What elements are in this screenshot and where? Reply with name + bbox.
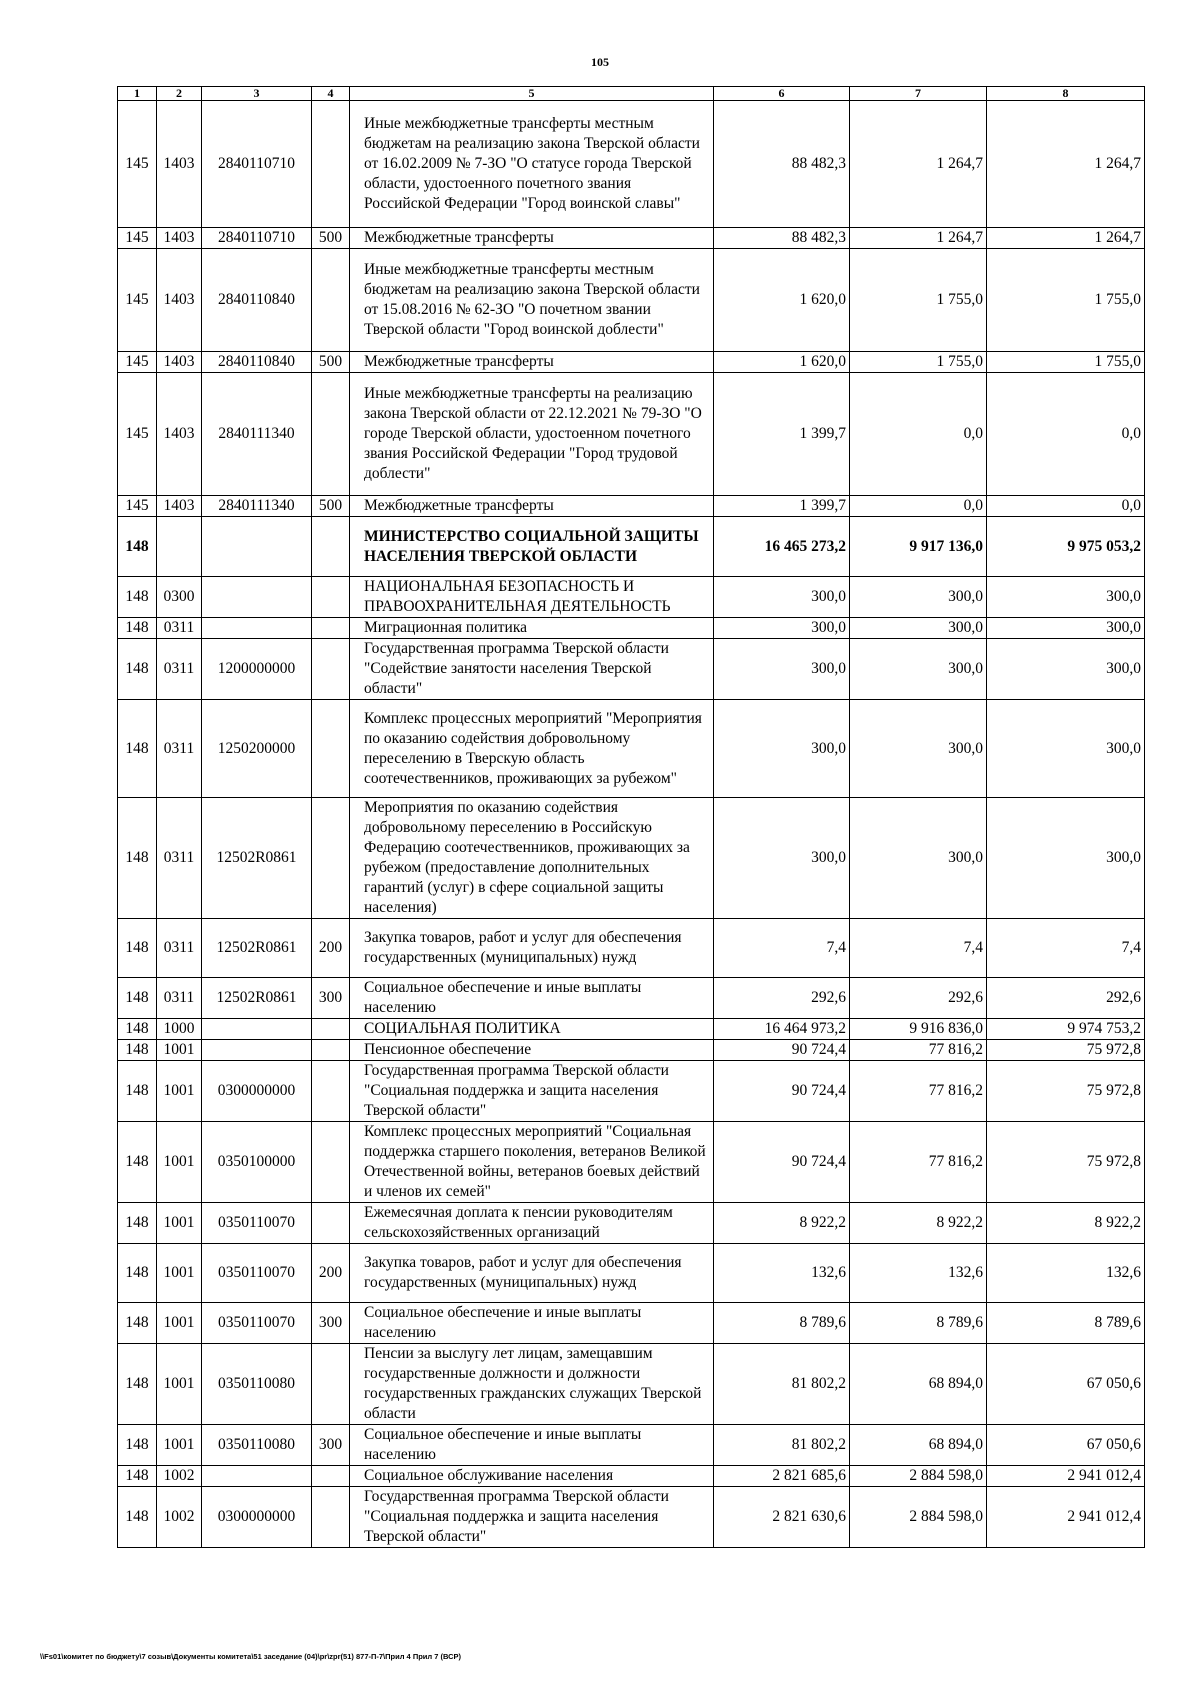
cell-amount-1: 300,0	[714, 798, 850, 919]
cell-section: 1000	[157, 1019, 202, 1040]
cell-expense-type: 300	[312, 978, 350, 1019]
cell-target: 0350110070	[202, 1244, 312, 1303]
cell-name: Иные межбюджетные трансферты местным бюджетам на реализацию закона Тверской области от 15.08.2016 № 62-ЗО "О почетном звании Тверской области "Город воинской доблести"	[350, 249, 714, 352]
cell-amount-2: 77 816,2	[850, 1040, 987, 1061]
cell-amount-2: 0,0	[850, 373, 987, 496]
table-row	[118, 1425, 1145, 1466]
cell-amount-1: 2 821 630,6	[714, 1487, 850, 1548]
cell-expense-type	[312, 1487, 350, 1548]
cell-target	[202, 1040, 312, 1061]
cell-target: 2840110840	[202, 352, 312, 373]
cell-amount-1: 292,6	[714, 978, 850, 1019]
column-header: 4	[312, 87, 350, 101]
cell-amount-2: 1 264,7	[850, 228, 987, 249]
cell-ministry: 148	[118, 1244, 157, 1303]
table-row	[118, 352, 1145, 373]
cell-amount-2: 77 816,2	[850, 1061, 987, 1122]
cell-amount-3: 292,6	[987, 978, 1145, 1019]
cell-target	[202, 618, 312, 639]
cell-ministry: 148	[118, 1344, 157, 1425]
table-row	[118, 373, 1145, 496]
table-row	[118, 618, 1145, 639]
cell-name: Пенсии за выслугу лет лицам, замещавшим государственные должности и должности государственных гражданских служащих Тверской области	[350, 1344, 714, 1425]
cell-amount-3: 132,6	[987, 1244, 1145, 1303]
cell-section: 1001	[157, 1040, 202, 1061]
cell-amount-1: 16 464 973,2	[714, 1019, 850, 1040]
cell-section: 1403	[157, 496, 202, 517]
cell-ministry: 148	[118, 1061, 157, 1122]
cell-amount-1: 90 724,4	[714, 1122, 850, 1203]
cell-target: 0300000000	[202, 1487, 312, 1548]
column-header: 6	[714, 87, 850, 101]
cell-amount-3: 75 972,8	[987, 1122, 1145, 1203]
cell-section: 1001	[157, 1244, 202, 1303]
cell-ministry: 148	[118, 618, 157, 639]
cell-target: 0350110080	[202, 1344, 312, 1425]
cell-expense-type	[312, 1466, 350, 1487]
cell-name: Социальное обеспечение и иные выплаты населению	[350, 978, 714, 1019]
cell-expense-type	[312, 101, 350, 228]
cell-amount-2: 9 916 836,0	[850, 1019, 987, 1040]
cell-amount-3: 2 941 012,4	[987, 1466, 1145, 1487]
cell-name: Социальное обеспечение и иные выплаты населению	[350, 1303, 714, 1344]
cell-amount-3: 300,0	[987, 798, 1145, 919]
cell-amount-1: 1 620,0	[714, 249, 850, 352]
table-row	[118, 517, 1145, 577]
cell-ministry: 148	[118, 919, 157, 978]
cell-amount-3: 75 972,8	[987, 1040, 1145, 1061]
cell-section: 0311	[157, 978, 202, 1019]
cell-expense-type	[312, 618, 350, 639]
cell-section: 0300	[157, 577, 202, 618]
table-row	[118, 700, 1145, 798]
cell-name: Государственная программа Тверской области "Содействие занятости населения Тверской области"	[350, 639, 714, 700]
cell-amount-3: 300,0	[987, 639, 1145, 700]
cell-amount-3: 8 789,6	[987, 1303, 1145, 1344]
cell-section: 1403	[157, 101, 202, 228]
cell-section: 1002	[157, 1466, 202, 1487]
cell-target	[202, 1019, 312, 1040]
cell-amount-3: 300,0	[987, 618, 1145, 639]
cell-amount-2: 8 922,2	[850, 1203, 987, 1244]
cell-ministry: 148	[118, 700, 157, 798]
cell-name: Мероприятия по оказанию содействия добровольному переселению в Российскую Федерацию соотечественников, проживающих за рубежом (предоставление дополнительных гарантий (услуг) в сфере социальной защиты населения)	[350, 798, 714, 919]
cell-section: 0311	[157, 618, 202, 639]
cell-amount-3: 8 922,2	[987, 1203, 1145, 1244]
table-row	[118, 249, 1145, 352]
cell-amount-2: 1 264,7	[850, 101, 987, 228]
table-row	[118, 1203, 1145, 1244]
cell-amount-2: 300,0	[850, 639, 987, 700]
cell-amount-1: 1 399,7	[714, 496, 850, 517]
cell-section: 1001	[157, 1425, 202, 1466]
cell-expense-type	[312, 517, 350, 577]
cell-ministry: 148	[118, 798, 157, 919]
column-header: 2	[157, 87, 202, 101]
table-row	[118, 1303, 1145, 1344]
cell-ministry: 148	[118, 1466, 157, 1487]
cell-expense-type	[312, 1203, 350, 1244]
cell-expense-type: 500	[312, 352, 350, 373]
cell-name: Межбюджетные трансферты	[350, 496, 714, 517]
cell-target: 0350110080	[202, 1425, 312, 1466]
column-header: 5	[350, 87, 714, 101]
cell-amount-2: 2 884 598,0	[850, 1487, 987, 1548]
cell-expense-type: 200	[312, 919, 350, 978]
cell-section: 1002	[157, 1487, 202, 1548]
cell-section: 1403	[157, 228, 202, 249]
cell-target: 0300000000	[202, 1061, 312, 1122]
cell-expense-type	[312, 1019, 350, 1040]
cell-expense-type	[312, 249, 350, 352]
cell-amount-3: 300,0	[987, 700, 1145, 798]
cell-amount-3: 300,0	[987, 577, 1145, 618]
cell-section: 1001	[157, 1344, 202, 1425]
cell-section: 0311	[157, 919, 202, 978]
cell-section: 1403	[157, 249, 202, 352]
cell-name: Государственная программа Тверской области "Социальная поддержка и защита населения Тверской области"	[350, 1487, 714, 1548]
cell-name: Социальное обслуживание населения	[350, 1466, 714, 1487]
cell-name: НАЦИОНАЛЬНАЯ БЕЗОПАСНОСТЬ И ПРАВООХРАНИТЕЛЬНАЯ ДЕЯТЕЛЬНОСТЬ	[350, 577, 714, 618]
cell-amount-1: 1 399,7	[714, 373, 850, 496]
cell-amount-1: 8 922,2	[714, 1203, 850, 1244]
column-header: 3	[202, 87, 312, 101]
cell-ministry: 145	[118, 496, 157, 517]
cell-amount-3: 7,4	[987, 919, 1145, 978]
cell-amount-1: 300,0	[714, 577, 850, 618]
cell-target: 2840110710	[202, 101, 312, 228]
table-row	[118, 639, 1145, 700]
cell-amount-2: 300,0	[850, 618, 987, 639]
cell-ministry: 148	[118, 1303, 157, 1344]
cell-name: Закупка товаров, работ и услуг для обеспечения государственных (муниципальных) нужд	[350, 919, 714, 978]
table-row	[118, 228, 1145, 249]
cell-amount-1: 300,0	[714, 700, 850, 798]
table-row	[118, 798, 1145, 919]
cell-expense-type	[312, 639, 350, 700]
cell-ministry: 148	[118, 978, 157, 1019]
cell-amount-1: 16 465 273,2	[714, 517, 850, 577]
cell-amount-1: 300,0	[714, 618, 850, 639]
cell-ministry: 148	[118, 577, 157, 618]
cell-section: 0311	[157, 700, 202, 798]
cell-name: Миграционная политика	[350, 618, 714, 639]
cell-amount-3: 1 264,7	[987, 228, 1145, 249]
cell-section: 1001	[157, 1203, 202, 1244]
cell-expense-type	[312, 1122, 350, 1203]
table-row	[118, 496, 1145, 517]
table-row	[118, 1487, 1145, 1548]
cell-name: Межбюджетные трансферты	[350, 352, 714, 373]
cell-name: Закупка товаров, работ и услуг для обеспечения государственных (муниципальных) нужд	[350, 1244, 714, 1303]
cell-amount-1: 81 802,2	[714, 1425, 850, 1466]
cell-section	[157, 517, 202, 577]
cell-amount-1: 132,6	[714, 1244, 850, 1303]
cell-target: 0350110070	[202, 1303, 312, 1344]
cell-ministry: 145	[118, 373, 157, 496]
page-number: 105	[591, 55, 609, 69]
cell-ministry: 145	[118, 101, 157, 228]
budget-table	[117, 86, 1145, 1548]
cell-section: 0311	[157, 639, 202, 700]
cell-amount-2: 68 894,0	[850, 1425, 987, 1466]
table-row	[118, 1061, 1145, 1122]
cell-expense-type	[312, 1040, 350, 1061]
cell-name: Межбюджетные трансферты	[350, 228, 714, 249]
cell-amount-3: 2 941 012,4	[987, 1487, 1145, 1548]
cell-target: 2840111340	[202, 496, 312, 517]
table-row	[118, 1040, 1145, 1061]
cell-target	[202, 517, 312, 577]
table-row	[118, 1344, 1145, 1425]
cell-name: СОЦИАЛЬНАЯ ПОЛИТИКА	[350, 1019, 714, 1040]
cell-amount-3: 0,0	[987, 373, 1145, 496]
cell-section: 1403	[157, 352, 202, 373]
cell-ministry: 148	[118, 1040, 157, 1061]
cell-ministry: 148	[118, 1425, 157, 1466]
cell-amount-3: 1 755,0	[987, 352, 1145, 373]
cell-amount-2: 300,0	[850, 700, 987, 798]
cell-amount-1: 81 802,2	[714, 1344, 850, 1425]
cell-ministry: 148	[118, 517, 157, 577]
cell-section: 1403	[157, 373, 202, 496]
cell-name: Комплекс процессных мероприятий "Социальная поддержка старшего поколения, ветеранов Великой Отечественной войны, ветеранов боевых действий и членов их семей"	[350, 1122, 714, 1203]
cell-ministry: 148	[118, 1122, 157, 1203]
file-path-footer: \\Fs01\комитет по бюджету\7 созыв\Документы комитета\51 заседание (04)\pr\zpr(51) 877-П-7\Прил 4 Прил 7 (ВСР)	[40, 1652, 462, 1661]
cell-amount-2: 132,6	[850, 1244, 987, 1303]
column-number-row	[118, 87, 1145, 101]
cell-expense-type: 500	[312, 228, 350, 249]
cell-amount-2: 292,6	[850, 978, 987, 1019]
cell-ministry: 148	[118, 1019, 157, 1040]
table-row	[118, 1466, 1145, 1487]
cell-name: Государственная программа Тверской области "Социальная поддержка и защита населения Тверской области"	[350, 1061, 714, 1122]
cell-expense-type: 200	[312, 1244, 350, 1303]
cell-target: 0350100000	[202, 1122, 312, 1203]
cell-target: 2840110840	[202, 249, 312, 352]
cell-expense-type	[312, 1344, 350, 1425]
column-header: 1	[118, 87, 157, 101]
cell-section: 1001	[157, 1303, 202, 1344]
table-row	[118, 1122, 1145, 1203]
column-header: 8	[987, 87, 1145, 101]
cell-amount-3: 75 972,8	[987, 1061, 1145, 1122]
cell-ministry: 145	[118, 249, 157, 352]
cell-ministry: 148	[118, 639, 157, 700]
cell-amount-3: 67 050,6	[987, 1425, 1145, 1466]
cell-amount-2: 1 755,0	[850, 352, 987, 373]
cell-target: 2840110710	[202, 228, 312, 249]
cell-section: 0311	[157, 798, 202, 919]
cell-amount-2: 9 917 136,0	[850, 517, 987, 577]
cell-target: 2840111340	[202, 373, 312, 496]
cell-ministry: 145	[118, 352, 157, 373]
table-row	[118, 1019, 1145, 1040]
cell-section: 1001	[157, 1122, 202, 1203]
table-row	[118, 101, 1145, 228]
column-header: 7	[850, 87, 987, 101]
cell-amount-1: 1 620,0	[714, 352, 850, 373]
cell-expense-type	[312, 1061, 350, 1122]
cell-amount-2: 300,0	[850, 798, 987, 919]
cell-target: 12502R0861	[202, 798, 312, 919]
cell-ministry: 148	[118, 1203, 157, 1244]
cell-amount-2: 300,0	[850, 577, 987, 618]
cell-expense-type: 300	[312, 1303, 350, 1344]
table-row	[118, 1244, 1145, 1303]
cell-target: 12502R0861	[202, 978, 312, 1019]
table-row	[118, 978, 1145, 1019]
cell-amount-2: 8 789,6	[850, 1303, 987, 1344]
cell-amount-2: 77 816,2	[850, 1122, 987, 1203]
cell-amount-1: 88 482,3	[714, 101, 850, 228]
cell-expense-type: 300	[312, 1425, 350, 1466]
cell-ministry: 145	[118, 228, 157, 249]
cell-amount-3: 9 975 053,2	[987, 517, 1145, 577]
cell-amount-3: 67 050,6	[987, 1344, 1145, 1425]
cell-amount-2: 1 755,0	[850, 249, 987, 352]
cell-amount-1: 7,4	[714, 919, 850, 978]
cell-target	[202, 577, 312, 618]
cell-expense-type: 500	[312, 496, 350, 517]
cell-name: Иные межбюджетные трансферты на реализацию закона Тверской области от 22.12.2021 № 79-ЗО "О городе Тверской области, удостоенном почетного звания Российской Федерации "Город трудовой доблести"	[350, 373, 714, 496]
cell-amount-2: 7,4	[850, 919, 987, 978]
cell-amount-1: 300,0	[714, 639, 850, 700]
cell-target: 0350110070	[202, 1203, 312, 1244]
cell-name: Иные межбюджетные трансферты местным бюджетам на реализацию закона Тверской области от 16.02.2009 № 7-ЗО "О статусе города Тверской области, удостоенного почетного звания Российской Федерации "Город воинской славы"	[350, 101, 714, 228]
cell-name: Комплекс процессных мероприятий "Мероприятия по оказанию содействия добровольному переселению в Тверскую область соотечественников, проживающих за рубежом"	[350, 700, 714, 798]
cell-amount-2: 2 884 598,0	[850, 1466, 987, 1487]
cell-name: МИНИСТЕРСТВО СОЦИАЛЬНОЙ ЗАЩИТЫ НАСЕЛЕНИЯ ТВЕРСКОЙ ОБЛАСТИ	[350, 517, 714, 577]
table-row	[118, 577, 1145, 618]
cell-expense-type	[312, 798, 350, 919]
cell-amount-3: 9 974 753,2	[987, 1019, 1145, 1040]
cell-amount-2: 68 894,0	[850, 1344, 987, 1425]
cell-expense-type	[312, 373, 350, 496]
cell-amount-3: 1 264,7	[987, 101, 1145, 228]
cell-amount-1: 2 821 685,6	[714, 1466, 850, 1487]
cell-target: 1200000000	[202, 639, 312, 700]
cell-amount-1: 88 482,3	[714, 228, 850, 249]
table-row	[118, 919, 1145, 978]
cell-name: Социальное обеспечение и иные выплаты населению	[350, 1425, 714, 1466]
cell-section: 1001	[157, 1061, 202, 1122]
cell-amount-3: 0,0	[987, 496, 1145, 517]
cell-expense-type	[312, 700, 350, 798]
cell-amount-2: 0,0	[850, 496, 987, 517]
cell-amount-1: 90 724,4	[714, 1040, 850, 1061]
cell-target: 12502R0861	[202, 919, 312, 978]
cell-ministry: 148	[118, 1487, 157, 1548]
cell-amount-1: 8 789,6	[714, 1303, 850, 1344]
cell-target	[202, 1466, 312, 1487]
cell-expense-type	[312, 577, 350, 618]
cell-name: Ежемесячная доплата к пенсии руководителям сельскохозяйственных организаций	[350, 1203, 714, 1244]
cell-target: 1250200000	[202, 700, 312, 798]
cell-amount-1: 90 724,4	[714, 1061, 850, 1122]
cell-amount-3: 1 755,0	[987, 249, 1145, 352]
cell-name: Пенсионное обеспечение	[350, 1040, 714, 1061]
